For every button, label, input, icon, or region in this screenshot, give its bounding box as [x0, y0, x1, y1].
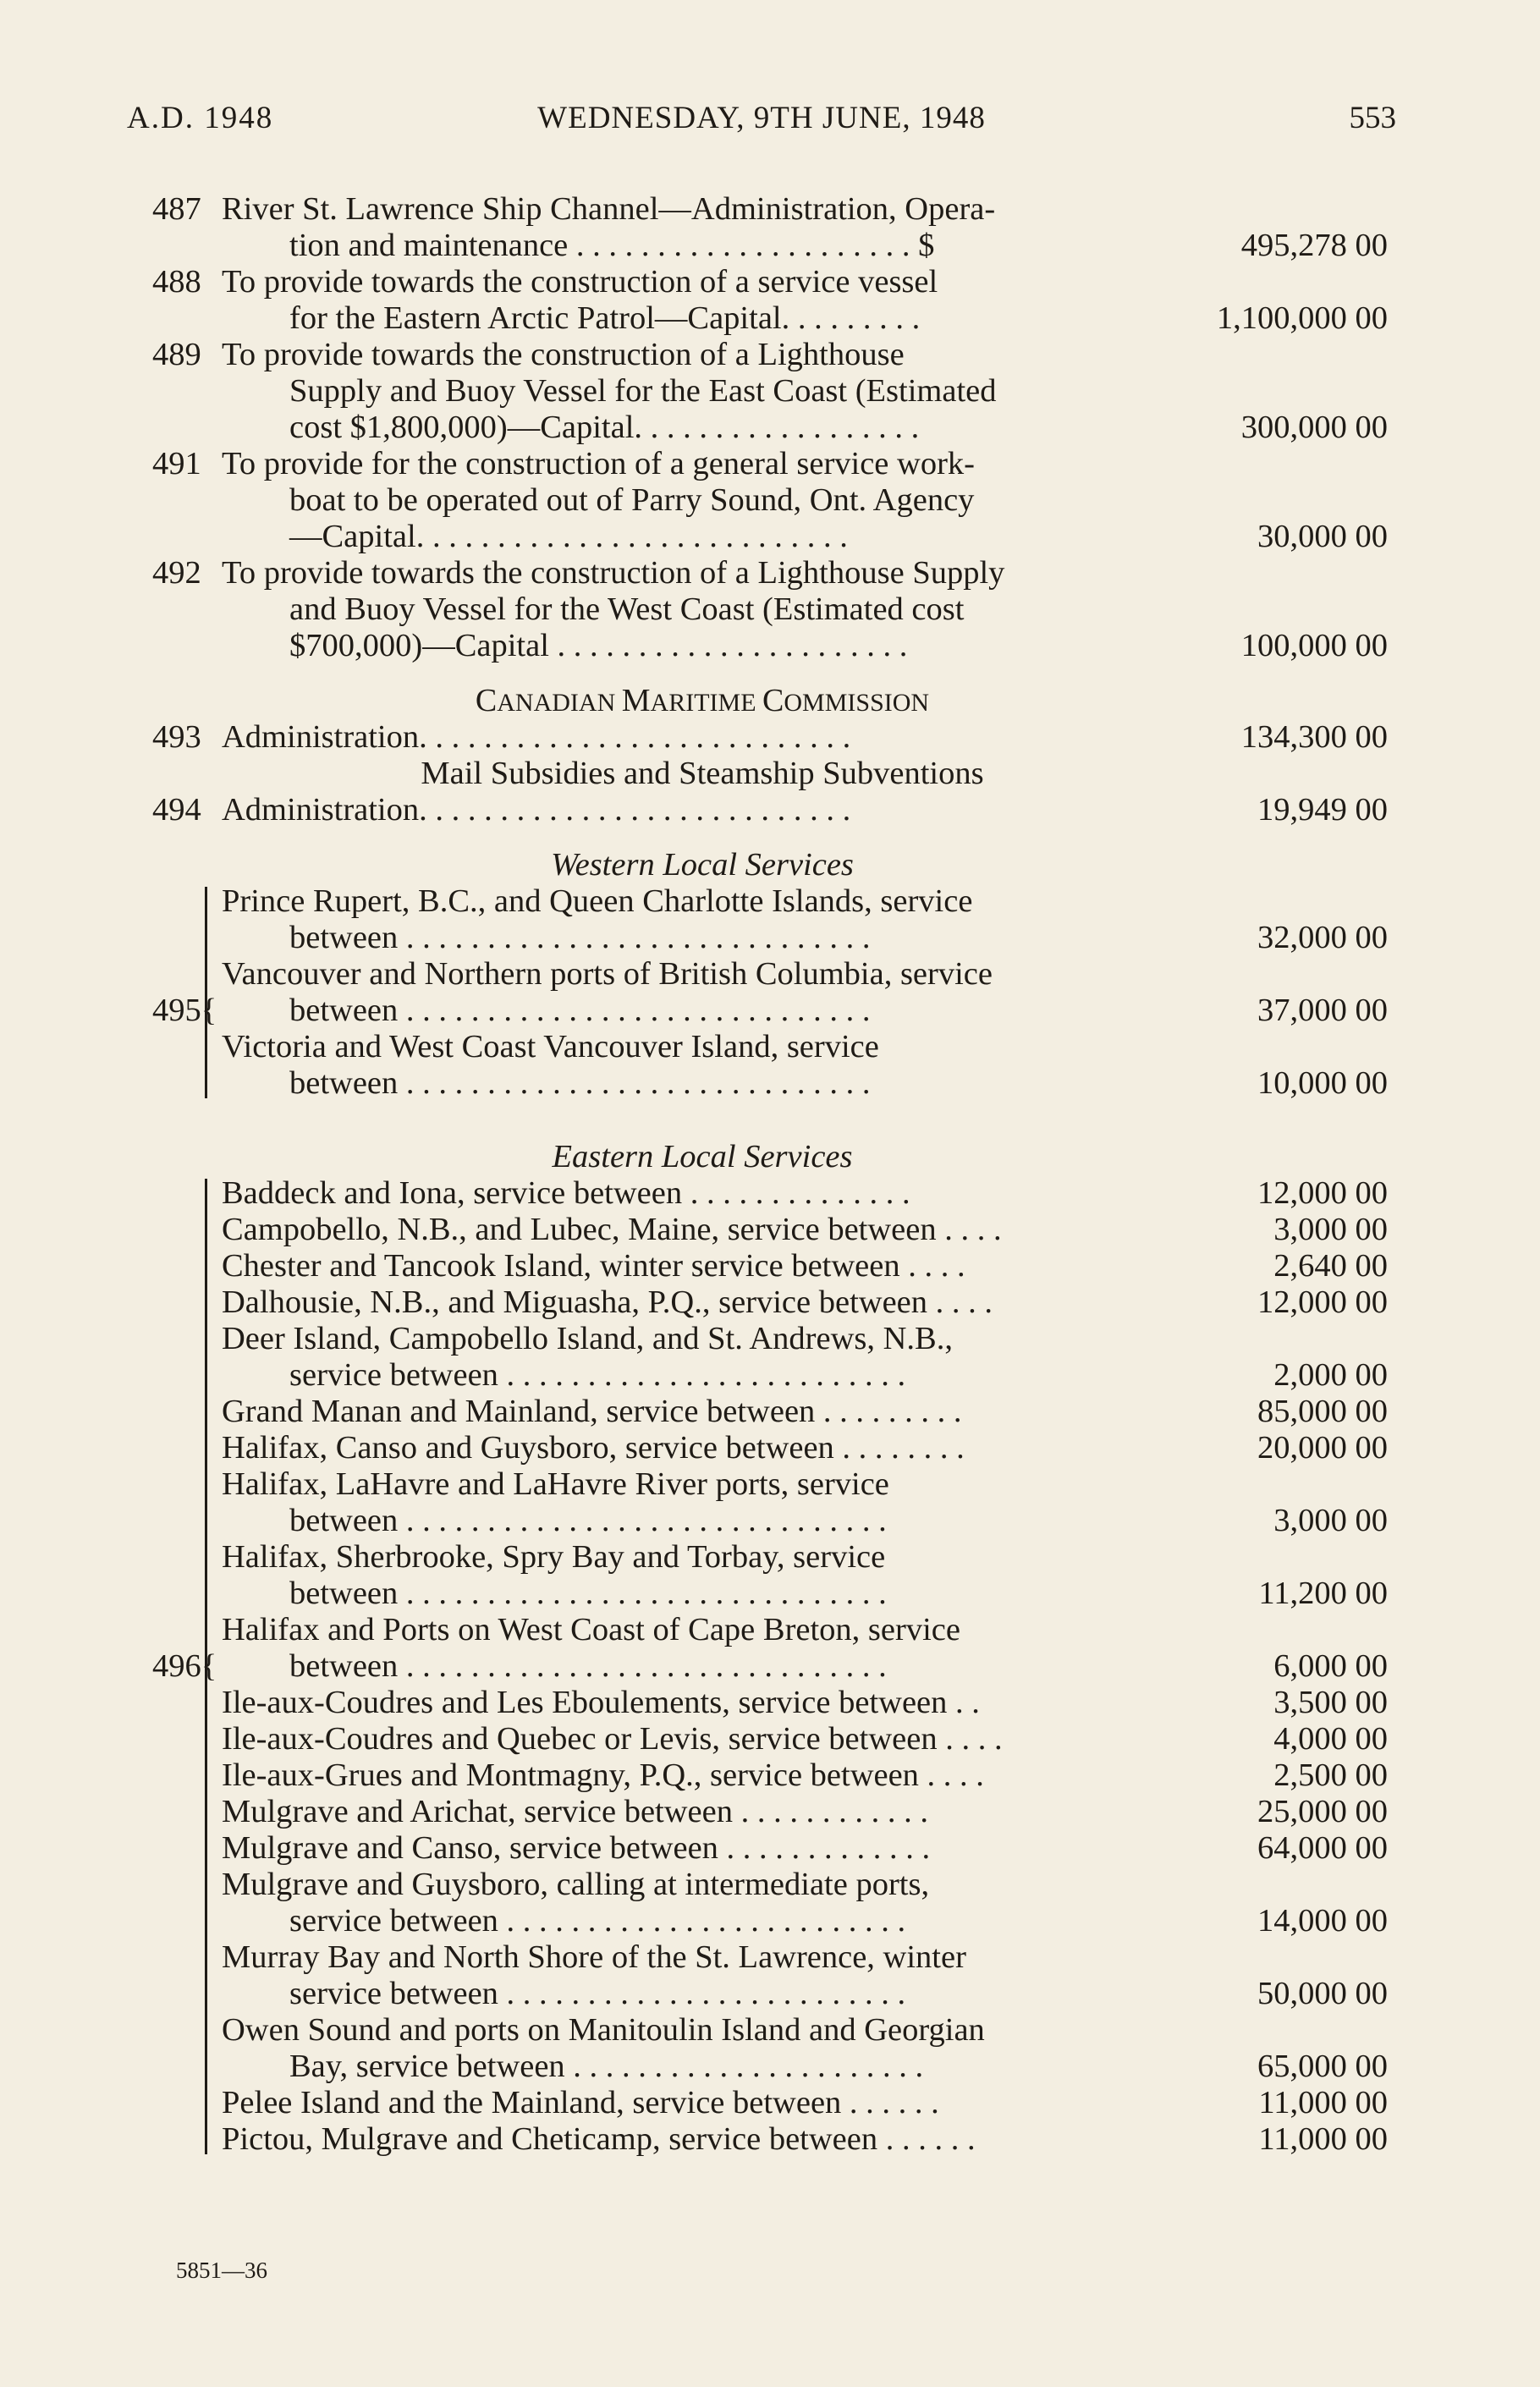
- entry-line: [152, 191, 1388, 228]
- item-amount: 85,000 00: [1257, 1394, 1388, 1429]
- item-text: Mulgrave and Arichat, service between . . . . . . . . . . . .: [222, 1794, 928, 1829]
- item-amount: 32,000 00: [1257, 920, 1388, 955]
- heading-part: M: [621, 683, 651, 718]
- page-header: [127, 100, 1396, 142]
- item-text: To provide towards the construction of a service vessel: [222, 264, 938, 300]
- item-text: service between . . . . . . . . . . . . . . . . . . . . . . . . .: [289, 1976, 906, 2011]
- item-amount: 300,000 00: [1240, 410, 1388, 445]
- item-amount: 12,000 00: [1257, 1175, 1388, 1211]
- item-amount: 100,000 00: [1240, 628, 1388, 663]
- item-amount: 495,278 00: [1240, 228, 1388, 263]
- item-number: 489: [152, 337, 201, 372]
- entry-line: [152, 1029, 1388, 1065]
- item-amount: 19,949 00: [1257, 792, 1388, 828]
- heading-part: C: [475, 683, 498, 718]
- item-amount: 4,000 00: [1273, 1721, 1388, 1757]
- item-amount: 14,000 00: [1257, 1903, 1388, 1939]
- item-text: Administration. . . . . . . . . . . . . . . . . . . . . . . . . . .: [222, 792, 851, 828]
- item-amount: 65,000 00: [1257, 2049, 1388, 2084]
- entry-line: [152, 1248, 1388, 1284]
- entry-line: [152, 1539, 1388, 1576]
- entry-line: [152, 228, 1388, 264]
- item-number: 495{: [152, 993, 217, 1028]
- item-amount: 20,000 00: [1257, 1430, 1388, 1466]
- heading-part: OMMISSION: [784, 689, 930, 717]
- entry-line: [152, 1830, 1388, 1867]
- entry-line: [152, 1903, 1388, 1939]
- entry-line: [152, 1721, 1388, 1757]
- spacer: [152, 1102, 1388, 1120]
- item-text: Supply and Buoy Vessel for the East Coast (Estimated: [289, 373, 997, 409]
- item-amount: 64,000 00: [1257, 1830, 1388, 1866]
- item-text: To provide towards the construction of a Lighthouse: [222, 337, 905, 372]
- header-date: A.D. 1948: [127, 101, 274, 135]
- item-amount: 11,200 00: [1258, 1576, 1388, 1611]
- item-text: Pictou, Mulgrave and Cheticamp, service between . . . . . .: [222, 2121, 976, 2157]
- entry-line: [152, 792, 1388, 828]
- item-text: Mulgrave and Guysboro, calling at intermediate ports,: [222, 1867, 930, 1902]
- item-text: Halifax, Sherbrooke, Spry Bay and Torbay, service: [222, 1539, 886, 1575]
- item-amount: 10,000 00: [1257, 1065, 1388, 1101]
- entry-line: [152, 410, 1388, 446]
- heading-part: ARITIME: [650, 689, 763, 717]
- item-text: cost $1,800,000)—Capital. . . . . . . . . . . . . . . . . .: [289, 410, 920, 445]
- section-heading-cmc: [152, 683, 1252, 719]
- entry-line: [152, 1976, 1388, 2012]
- entry-line: [152, 628, 1388, 664]
- entry-line: [152, 1685, 1388, 1721]
- entry-line: [152, 2085, 1388, 2121]
- item-amount: 3,500 00: [1273, 1685, 1388, 1720]
- item-number: 492: [152, 555, 201, 591]
- eastern-group: [152, 1175, 1388, 2158]
- spacer: [152, 664, 1388, 683]
- item-text: To provide towards the construction of a Lighthouse Supply: [222, 555, 1005, 591]
- entry-line: [152, 1394, 1388, 1430]
- entry-line: [152, 300, 1388, 337]
- item-text: Vancouver and Northern ports of British Columbia, service: [222, 956, 993, 992]
- item-text: boat to be operated out of Parry Sound, Ont. Agency: [289, 482, 975, 518]
- item-text: Baddeck and Iona, service between . . . . . . . . . . . . . .: [222, 1175, 910, 1211]
- item-text: Halifax and Ports on West Coast of Cape Breton, service: [222, 1612, 960, 1647]
- item-text: between . . . . . . . . . . . . . . . . . . . . . . . . . . . . .: [289, 993, 871, 1028]
- entry-line: [152, 519, 1388, 555]
- item-amount: 37,000 00: [1257, 993, 1388, 1028]
- spacer: [152, 1120, 1388, 1139]
- entry-line: [152, 264, 1388, 300]
- item-text: Deer Island, Campobello Island, and St. Andrews, N.B.,: [222, 1321, 953, 1356]
- item-text: for the Eastern Arctic Patrol—Capital. . . . . . . . .: [289, 300, 921, 336]
- item-number: 487: [152, 191, 201, 227]
- subheading: Mail Subsidies and Steamship Subventions: [421, 756, 984, 791]
- item-amount: 134,300 00: [1240, 719, 1388, 755]
- item-text: Ile-aux-Coudres and Quebec or Levis, service between . . . .: [222, 1721, 1003, 1757]
- entry-line: [152, 1357, 1388, 1394]
- item-amount: 25,000 00: [1257, 1794, 1388, 1829]
- item-text: Halifax, Canso and Guysboro, service between . . . . . . . .: [222, 1430, 965, 1466]
- item-amount: 12,000 00: [1257, 1284, 1388, 1320]
- entry-line: [152, 1648, 1388, 1685]
- item-text: River St. Lawrence Ship Channel—Administration, Opera-: [222, 191, 996, 227]
- item-text: Administration. . . . . . . . . . . . . . . . . . . . . . . . . . .: [222, 719, 851, 755]
- entry-line: [152, 1576, 1388, 1612]
- entry-line: [152, 2121, 1388, 2158]
- entry-line: [152, 2049, 1388, 2085]
- entry-line: [152, 373, 1388, 410]
- entry-line: [152, 993, 1388, 1029]
- item-amount: 30,000 00: [1257, 519, 1388, 554]
- heading-part: ANADIAN: [497, 689, 622, 717]
- entry-line: [152, 1175, 1388, 1212]
- entry-line: [152, 1065, 1388, 1102]
- entry-line: [152, 1612, 1388, 1648]
- section-heading-western: Western Local Services: [551, 847, 854, 883]
- entry-line: [152, 482, 1388, 519]
- item-amount: 2,000 00: [1273, 1357, 1388, 1393]
- footer-code: 5851—36: [176, 2258, 267, 2283]
- item-text: $700,000)—Capital . . . . . . . . . . . . . . . . . . . . . .: [289, 628, 908, 663]
- item-number: 496{: [152, 1648, 217, 1684]
- item-text: Bay, service between . . . . . . . . . . . . . . . . . . . . . .: [289, 2049, 924, 2084]
- item-text: Halifax, LaHavre and LaHavre River ports, service: [222, 1466, 889, 1502]
- item-amount: 11,000 00: [1258, 2121, 1388, 2157]
- entry-line: [152, 1939, 1388, 1976]
- item-text: between . . . . . . . . . . . . . . . . . . . . . . . . . . . . .: [289, 920, 871, 955]
- item-amount: 2,640 00: [1273, 1248, 1388, 1284]
- item-text: Ile-aux-Grues and Montmagny, P.Q., service between . . . .: [222, 1757, 984, 1793]
- estimates-list: [152, 191, 1388, 2158]
- entry-line: [152, 719, 1388, 756]
- item-text: —Capital. . . . . . . . . . . . . . . . . . . . . . . . . . .: [289, 519, 848, 554]
- item-number: 491: [152, 446, 201, 481]
- item-text: between . . . . . . . . . . . . . . . . . . . . . . . . . . . . . .: [289, 1503, 887, 1538]
- item-amount: 3,000 00: [1273, 1503, 1388, 1538]
- item-text: Dalhousie, N.B., and Miguasha, P.Q., service between . . . .: [222, 1284, 993, 1320]
- item-text: service between . . . . . . . . . . . . . . . . . . . . . . . . .: [289, 1357, 906, 1393]
- western-group: [152, 883, 1388, 1102]
- item-text: Owen Sound and ports on Manitoulin Island and Georgian: [222, 2012, 985, 2048]
- item-text: tion and maintenance . . . . . . . . . . . . . . . . . . . . . $: [289, 228, 935, 263]
- item-text: To provide for the construction of a general service work-: [222, 446, 975, 481]
- item-text: between . . . . . . . . . . . . . . . . . . . . . . . . . . . . . .: [289, 1648, 887, 1684]
- entry-line: [152, 956, 1388, 993]
- item-text: Prince Rupert, B.C., and Queen Charlotte Islands, service: [222, 883, 973, 919]
- entry-line: [152, 2012, 1388, 2049]
- item-number: 494: [152, 792, 201, 828]
- item-text: Grand Manan and Mainland, service between . . . . . . . . .: [222, 1394, 962, 1429]
- entry-line: [152, 1794, 1388, 1830]
- item-amount: 6,000 00: [1273, 1648, 1388, 1684]
- entry-line: [152, 1757, 1388, 1794]
- entry-line: [152, 883, 1388, 920]
- item-text: Chester and Tancook Island, winter service between . . . .: [222, 1248, 965, 1284]
- entry-line: [152, 337, 1388, 373]
- entry-line: [152, 446, 1388, 482]
- entry-line: [152, 1503, 1388, 1539]
- entry-line: [152, 1212, 1388, 1248]
- entry-line: [152, 555, 1388, 591]
- spacer: [152, 828, 1388, 847]
- item-amount: 3,000 00: [1273, 1212, 1388, 1247]
- item-text: and Buoy Vessel for the West Coast (Estimated cost: [289, 591, 965, 627]
- item-text: Pelee Island and the Mainland, service between . . . . . .: [222, 2085, 939, 2120]
- item-text: between . . . . . . . . . . . . . . . . . . . . . . . . . . . . .: [289, 1065, 871, 1101]
- item-amount: 1,100,000 00: [1216, 300, 1388, 336]
- item-text: Murray Bay and North Shore of the St. Lawrence, winter: [222, 1939, 966, 1975]
- item-text: Mulgrave and Canso, service between . . . . . . . . . . . . .: [222, 1830, 931, 1866]
- entry-line: [152, 920, 1388, 956]
- entry-line: [152, 1867, 1388, 1903]
- item-text: Campobello, N.B., and Lubec, Maine, service between . . . .: [222, 1212, 1002, 1247]
- item-text: service between . . . . . . . . . . . . . . . . . . . . . . . . .: [289, 1903, 906, 1939]
- item-number: 493: [152, 719, 201, 755]
- item-text: Victoria and West Coast Vancouver Island, service: [222, 1029, 879, 1064]
- heading-part: C: [762, 683, 784, 718]
- header-title: WEDNESDAY, 9TH JUNE, 1948: [537, 101, 986, 135]
- item-text: between . . . . . . . . . . . . . . . . . . . . . . . . . . . . . .: [289, 1576, 887, 1611]
- item-amount: 11,000 00: [1258, 2085, 1388, 2120]
- entry-line: [152, 1430, 1388, 1466]
- entry-line: [152, 591, 1388, 628]
- page-number: 553: [1349, 101, 1396, 135]
- item-number: 488: [152, 264, 201, 300]
- item-amount: 2,500 00: [1273, 1757, 1388, 1793]
- entry-line: [152, 1321, 1388, 1357]
- item-text: Ile-aux-Coudres and Les Eboulements, service between . .: [222, 1685, 980, 1720]
- entry-line: [152, 1284, 1388, 1321]
- section-heading-eastern: Eastern Local Services: [552, 1139, 853, 1174]
- entry-line: [152, 1466, 1388, 1503]
- item-amount: 50,000 00: [1257, 1976, 1388, 2011]
